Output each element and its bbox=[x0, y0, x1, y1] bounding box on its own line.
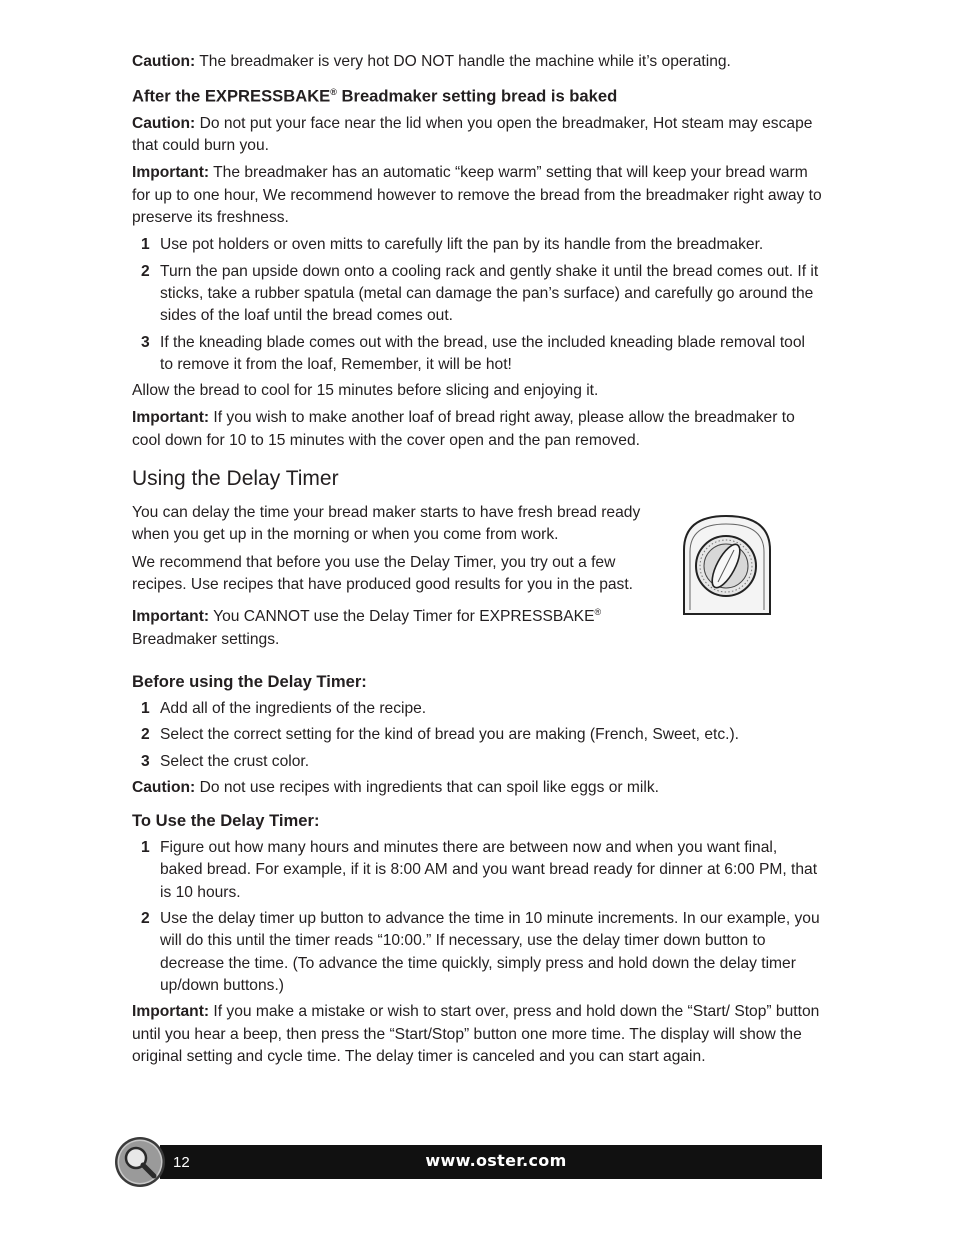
step-text: Select the crust color. bbox=[160, 752, 310, 770]
after-bake-heading bbox=[132, 81, 822, 108]
delay-intro bbox=[132, 502, 822, 651]
step-number: 2 bbox=[141, 262, 150, 280]
important-cool-down bbox=[132, 407, 822, 452]
list-item bbox=[132, 332, 822, 377]
caution-label: Caution: bbox=[132, 114, 196, 132]
important-label: Important: bbox=[132, 409, 210, 427]
step-text: Use the delay timer up button to advance the time in 10 minute increments. In our example, you will do this until the timer reads “10:00.” If necessary, use the delay timer down button to decrease the time. (To advance the time quickly, simply press and hold down the delay timer up/down buttons.) bbox=[160, 910, 820, 994]
step-text: Select the correct setting for the kind of bread you are making (French, Sweet, etc.). bbox=[160, 726, 739, 744]
caution-spoil bbox=[132, 777, 822, 799]
step-text: Turn the pan upside down onto a cooling rack and gently shake it until the bread comes out. If it sticks, take a rubber spatula (metal can damage the pan’s surface) and carefully go around the sides of the loaf until the bread comes out. bbox=[160, 262, 819, 325]
registered-mark: ® bbox=[330, 87, 337, 98]
caution-label: Caution: bbox=[132, 778, 196, 796]
caution-text: Do not put your face near the lid when you open the breadmaker, Hot steam may escape that could burn you. bbox=[132, 114, 813, 155]
list-item bbox=[132, 724, 822, 746]
caution-text: Do not use recipes with ingredients that can spoil like eggs or milk. bbox=[195, 778, 659, 796]
important-text: If you wish to make another loaf of bread right away, please allow the breadmaker to cool down for 10 to 15 minutes with the cover open and the pan removed. bbox=[132, 409, 795, 449]
important-start-over bbox=[132, 1001, 822, 1068]
important-keep-warm bbox=[132, 162, 822, 229]
important-text: If you make a mistake or wish to start over, press and hold down the “Start/ Stop” button until you hear a beep, then press the “Start/Stop” button one more time. The display will show the original setting and cycle time. The delay timer is canceled and you can start again. bbox=[132, 1003, 820, 1065]
website-url: www.oster.com bbox=[425, 1151, 567, 1170]
important-no-expressbake bbox=[132, 601, 652, 651]
step-number: 1 bbox=[141, 839, 150, 857]
important-text: You CANNOT use the Delay Timer for EXPRESSBAKE bbox=[209, 608, 595, 626]
step-text: Figure out how many hours and minutes there are between now and when you want final, baked bread. For example, if it is 8:00 AM and you want bread ready for dinner at 6:00 PM, that is 10 hours. bbox=[160, 839, 818, 901]
step-text: Add all of the ingredients of the recipe. bbox=[160, 699, 427, 717]
step-number: 1 bbox=[141, 236, 150, 254]
caution-text: The breadmaker is very hot DO NOT handle the machine while it’s operating. bbox=[195, 53, 731, 70]
use-steps bbox=[132, 837, 822, 997]
step-number: 1 bbox=[141, 699, 150, 717]
step-number: 2 bbox=[141, 726, 150, 744]
important-text: Breadmaker settings. bbox=[132, 630, 280, 648]
important-text: The breadmaker has an automatic “keep warm” setting that will keep your bread warm for up to one hour, We recommend however to remove the bread from the breadmaker right away to preserve its freshness. bbox=[132, 164, 822, 227]
list-item bbox=[132, 698, 822, 720]
delay-paragraph-2: We recommend that before you use the Delay Timer, you try out a few recipes. Use recipes that have produced good results for you in the past. bbox=[132, 553, 634, 593]
step-number: 2 bbox=[141, 910, 150, 928]
cool-instruction: Allow the bread to cool for 15 minutes before slicing and enjoying it. bbox=[132, 382, 599, 400]
heading-part: Breadmaker setting bread is baked bbox=[336, 86, 618, 106]
after-bake-steps bbox=[132, 234, 822, 376]
heading-part: After the EXPRESSBAKE bbox=[132, 86, 331, 106]
delay-intro-text bbox=[132, 502, 652, 651]
caution-steam bbox=[132, 113, 822, 158]
footer-bar bbox=[160, 1145, 822, 1179]
delay-timer-title: Using the Delay Timer bbox=[132, 466, 339, 490]
step-number: 3 bbox=[141, 333, 150, 351]
caution-label: Caution: bbox=[132, 53, 196, 70]
list-item bbox=[132, 908, 822, 997]
caution-hot bbox=[132, 51, 822, 73]
step-text: Use pot holders or oven mitts to carefully lift the pan by its handle from the breadmaker. bbox=[160, 236, 764, 254]
list-item bbox=[132, 837, 822, 904]
important-label: Important: bbox=[132, 608, 210, 626]
before-steps bbox=[132, 698, 822, 773]
page-content bbox=[132, 51, 822, 1068]
list-item bbox=[132, 751, 822, 773]
registered-mark: ® bbox=[594, 607, 602, 618]
magnifier-icon bbox=[114, 1136, 166, 1188]
use-heading: To Use the Delay Timer: bbox=[132, 811, 320, 831]
delay-timer-dial-icon bbox=[680, 510, 774, 616]
page-number: 12 bbox=[173, 1154, 190, 1171]
list-item bbox=[132, 234, 822, 256]
before-heading: Before using the Delay Timer: bbox=[132, 671, 367, 691]
step-text: If the kneading blade comes out with the bread, use the included kneading blade removal tool to remove it from the loaf, Remember, it will be hot! bbox=[160, 333, 805, 373]
step-number: 3 bbox=[141, 752, 150, 770]
list-item bbox=[132, 261, 822, 328]
important-label: Important: bbox=[132, 164, 210, 182]
delay-paragraph-1: You can delay the time your bread maker starts to have fresh bread ready when you get up in the morning or when you come from work. bbox=[132, 503, 641, 544]
important-label: Important: bbox=[132, 1003, 210, 1021]
